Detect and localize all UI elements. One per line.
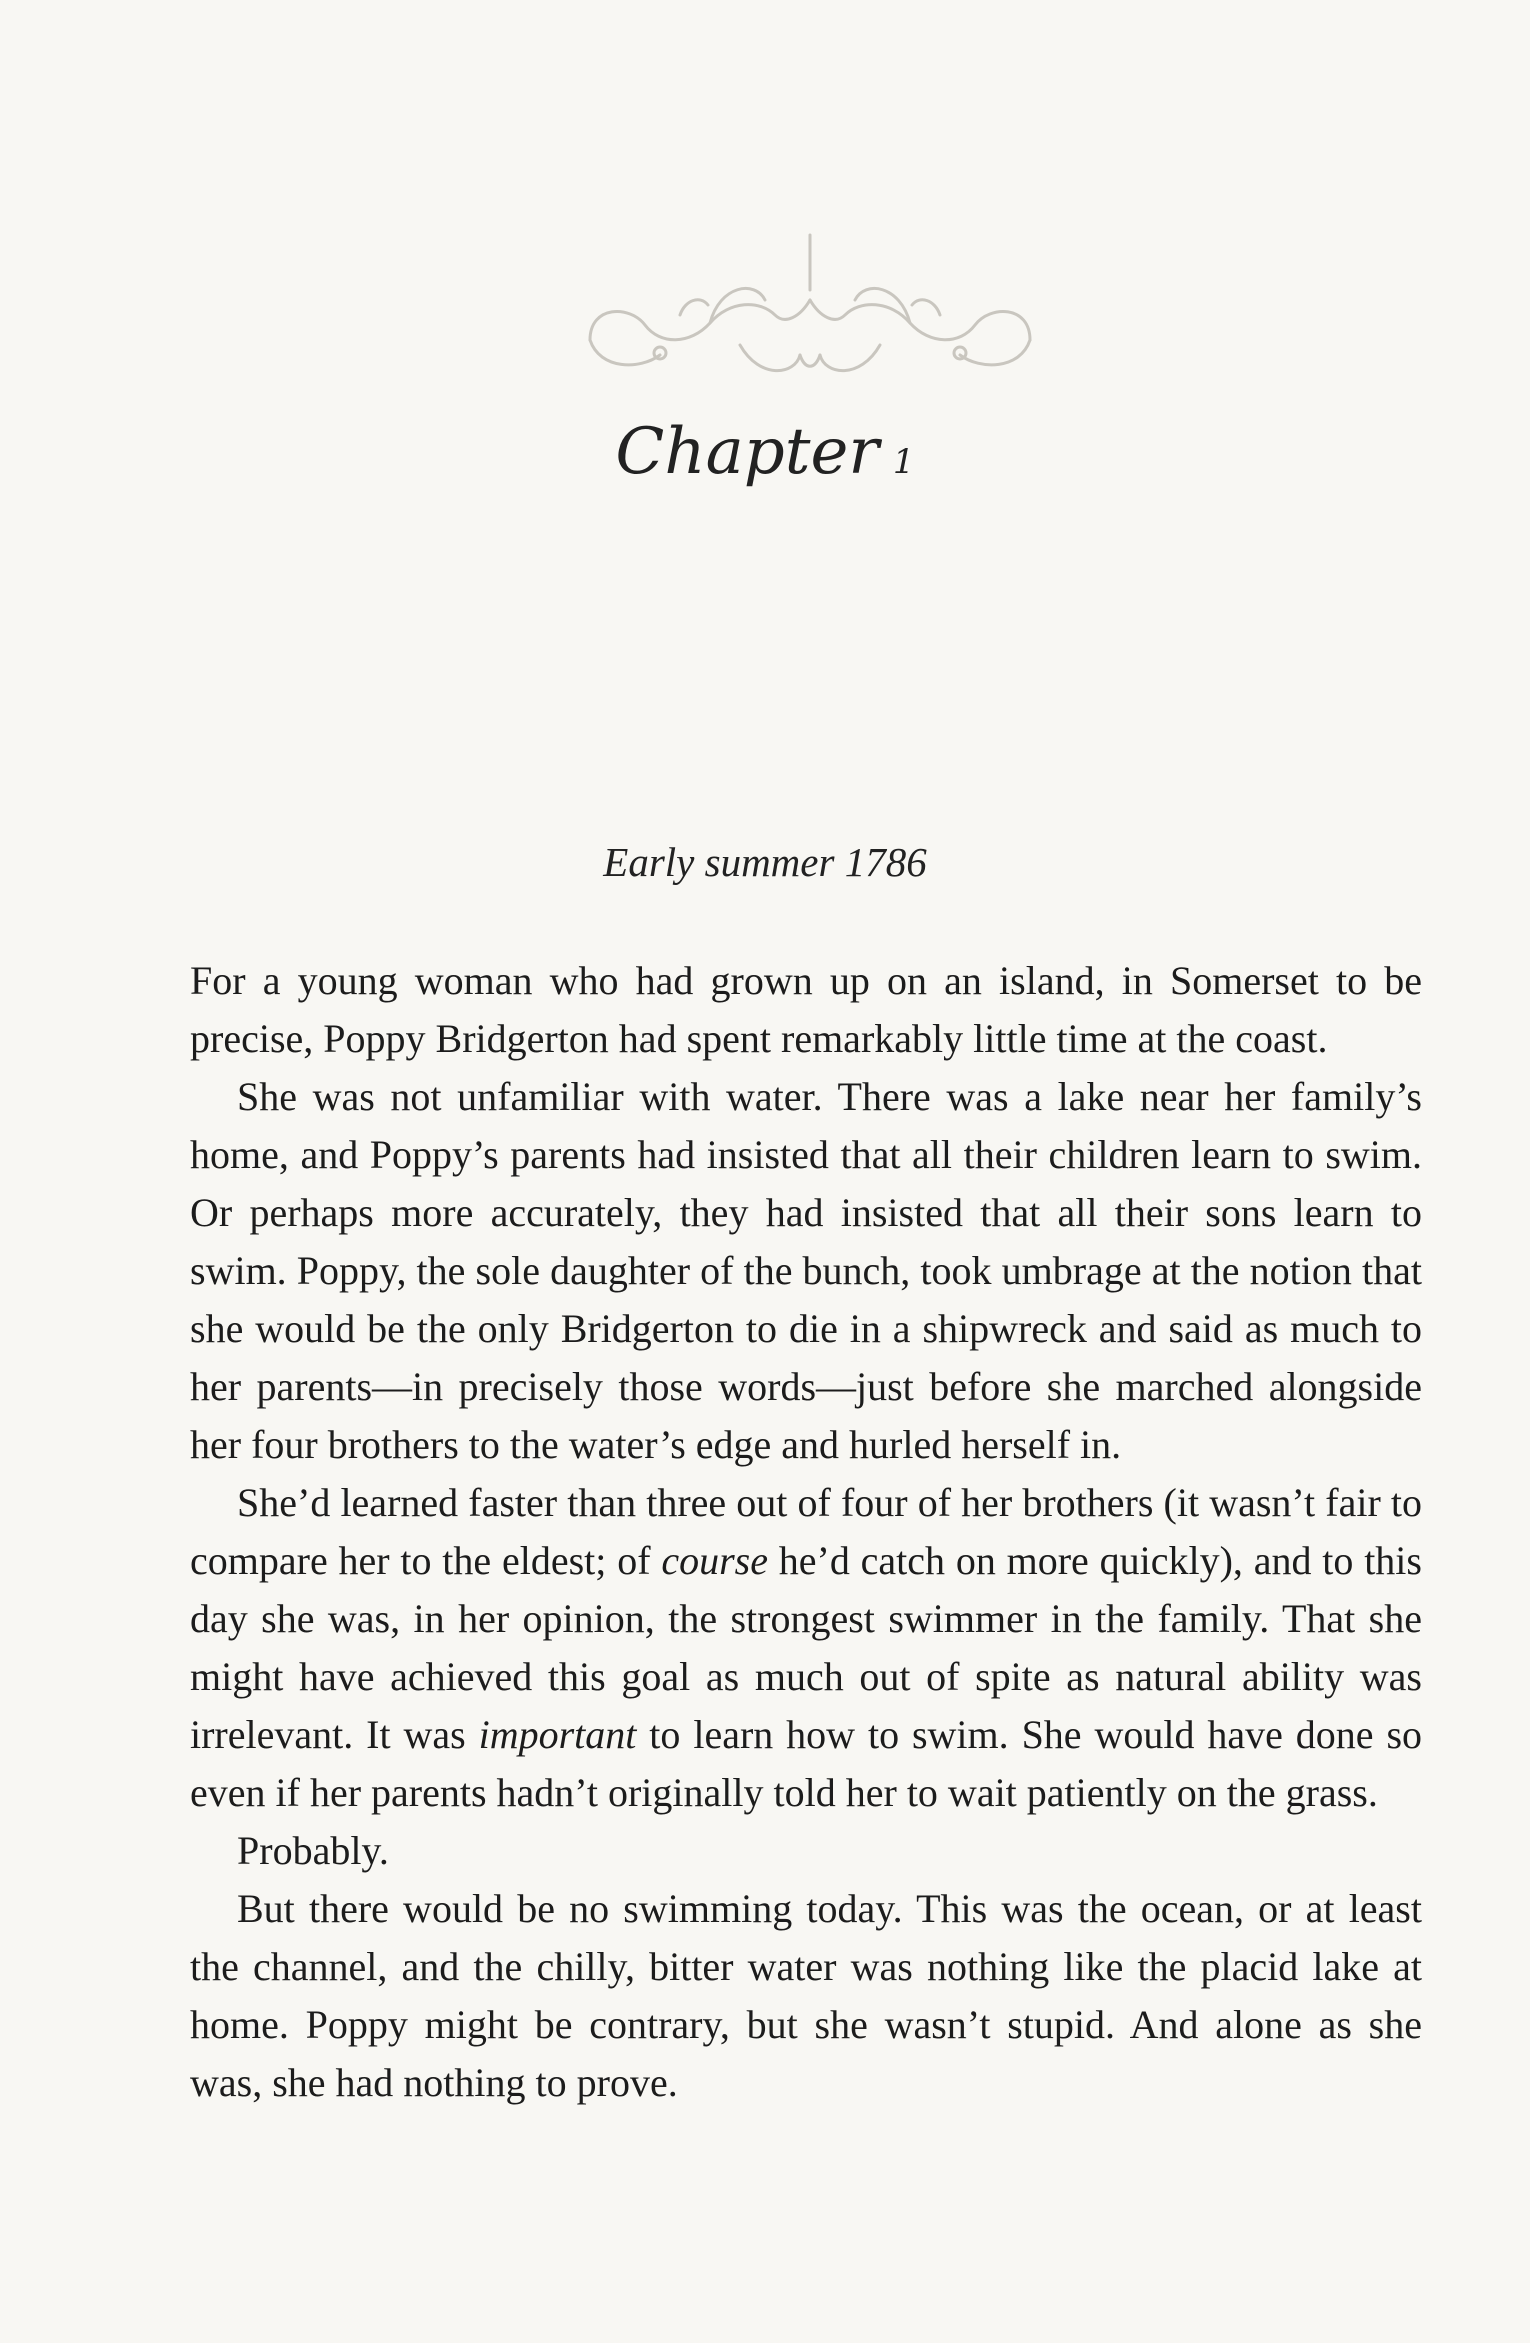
flourish-ornament-icon xyxy=(560,205,1060,415)
dateline: Early summer 1786 xyxy=(603,839,927,885)
chapter-number: 1 xyxy=(892,442,915,482)
italic-text: course xyxy=(661,1538,768,1583)
text-run: She was not unfamiliar with water. There was a lake near her family’s home, and Poppy’s parents had insisted that all their children learn to swim. Or perhaps more accurately, they had insisted that all their sons learn to swim. Poppy, the sole daughter of the bunch, took umbrage at the notion that she would be the only Bridgerton to die in a shipwreck and said as much to her parents—in precisely those words—just before she marched alongside her four brothers to the water’s edge and hurled herself in. xyxy=(190,1074,1422,1467)
text-run: to learn how to swim. She would have done so even if her parents hadn’t originally told her to wait patiently on the grass. xyxy=(190,1712,1423,1815)
chapter-heading xyxy=(0,415,1530,489)
paragraph xyxy=(190,1474,1422,1822)
text-run: But there would be no swimming today. This was the ocean, or at least the channel, and the chilly, bitter water was nothing like the placid lake at home. Poppy might be contrary, but she wasn’t stupid. And alone as she was, she had nothing to prove. xyxy=(190,1886,1422,2105)
text-run: Probably. xyxy=(237,1828,389,1873)
paragraph xyxy=(190,952,1422,1068)
paragraph xyxy=(190,1880,1422,2112)
text-run: he’d catch on more quickly), and to this day she was, in her opinion, the strongest swimmer in the family. That she might have achieved this goal as much out of spite as natural ability was irrelevant. It was xyxy=(190,1538,1422,1757)
italic-text: important xyxy=(478,1712,637,1757)
paragraph xyxy=(190,1068,1422,1474)
paragraph xyxy=(190,1822,1422,1880)
chapter-label: Chapter xyxy=(615,415,879,489)
body-text xyxy=(190,952,1422,2112)
text-run: For a young woman who had grown up on an island, in Somerset to be precise, Poppy Bridgerton had spent remarkably little time at the coast. xyxy=(190,958,1422,1061)
text-run: She’d learned faster than three out of four of her brothers (it wasn’t fair to compare her to the eldest; of xyxy=(190,1480,1422,1583)
